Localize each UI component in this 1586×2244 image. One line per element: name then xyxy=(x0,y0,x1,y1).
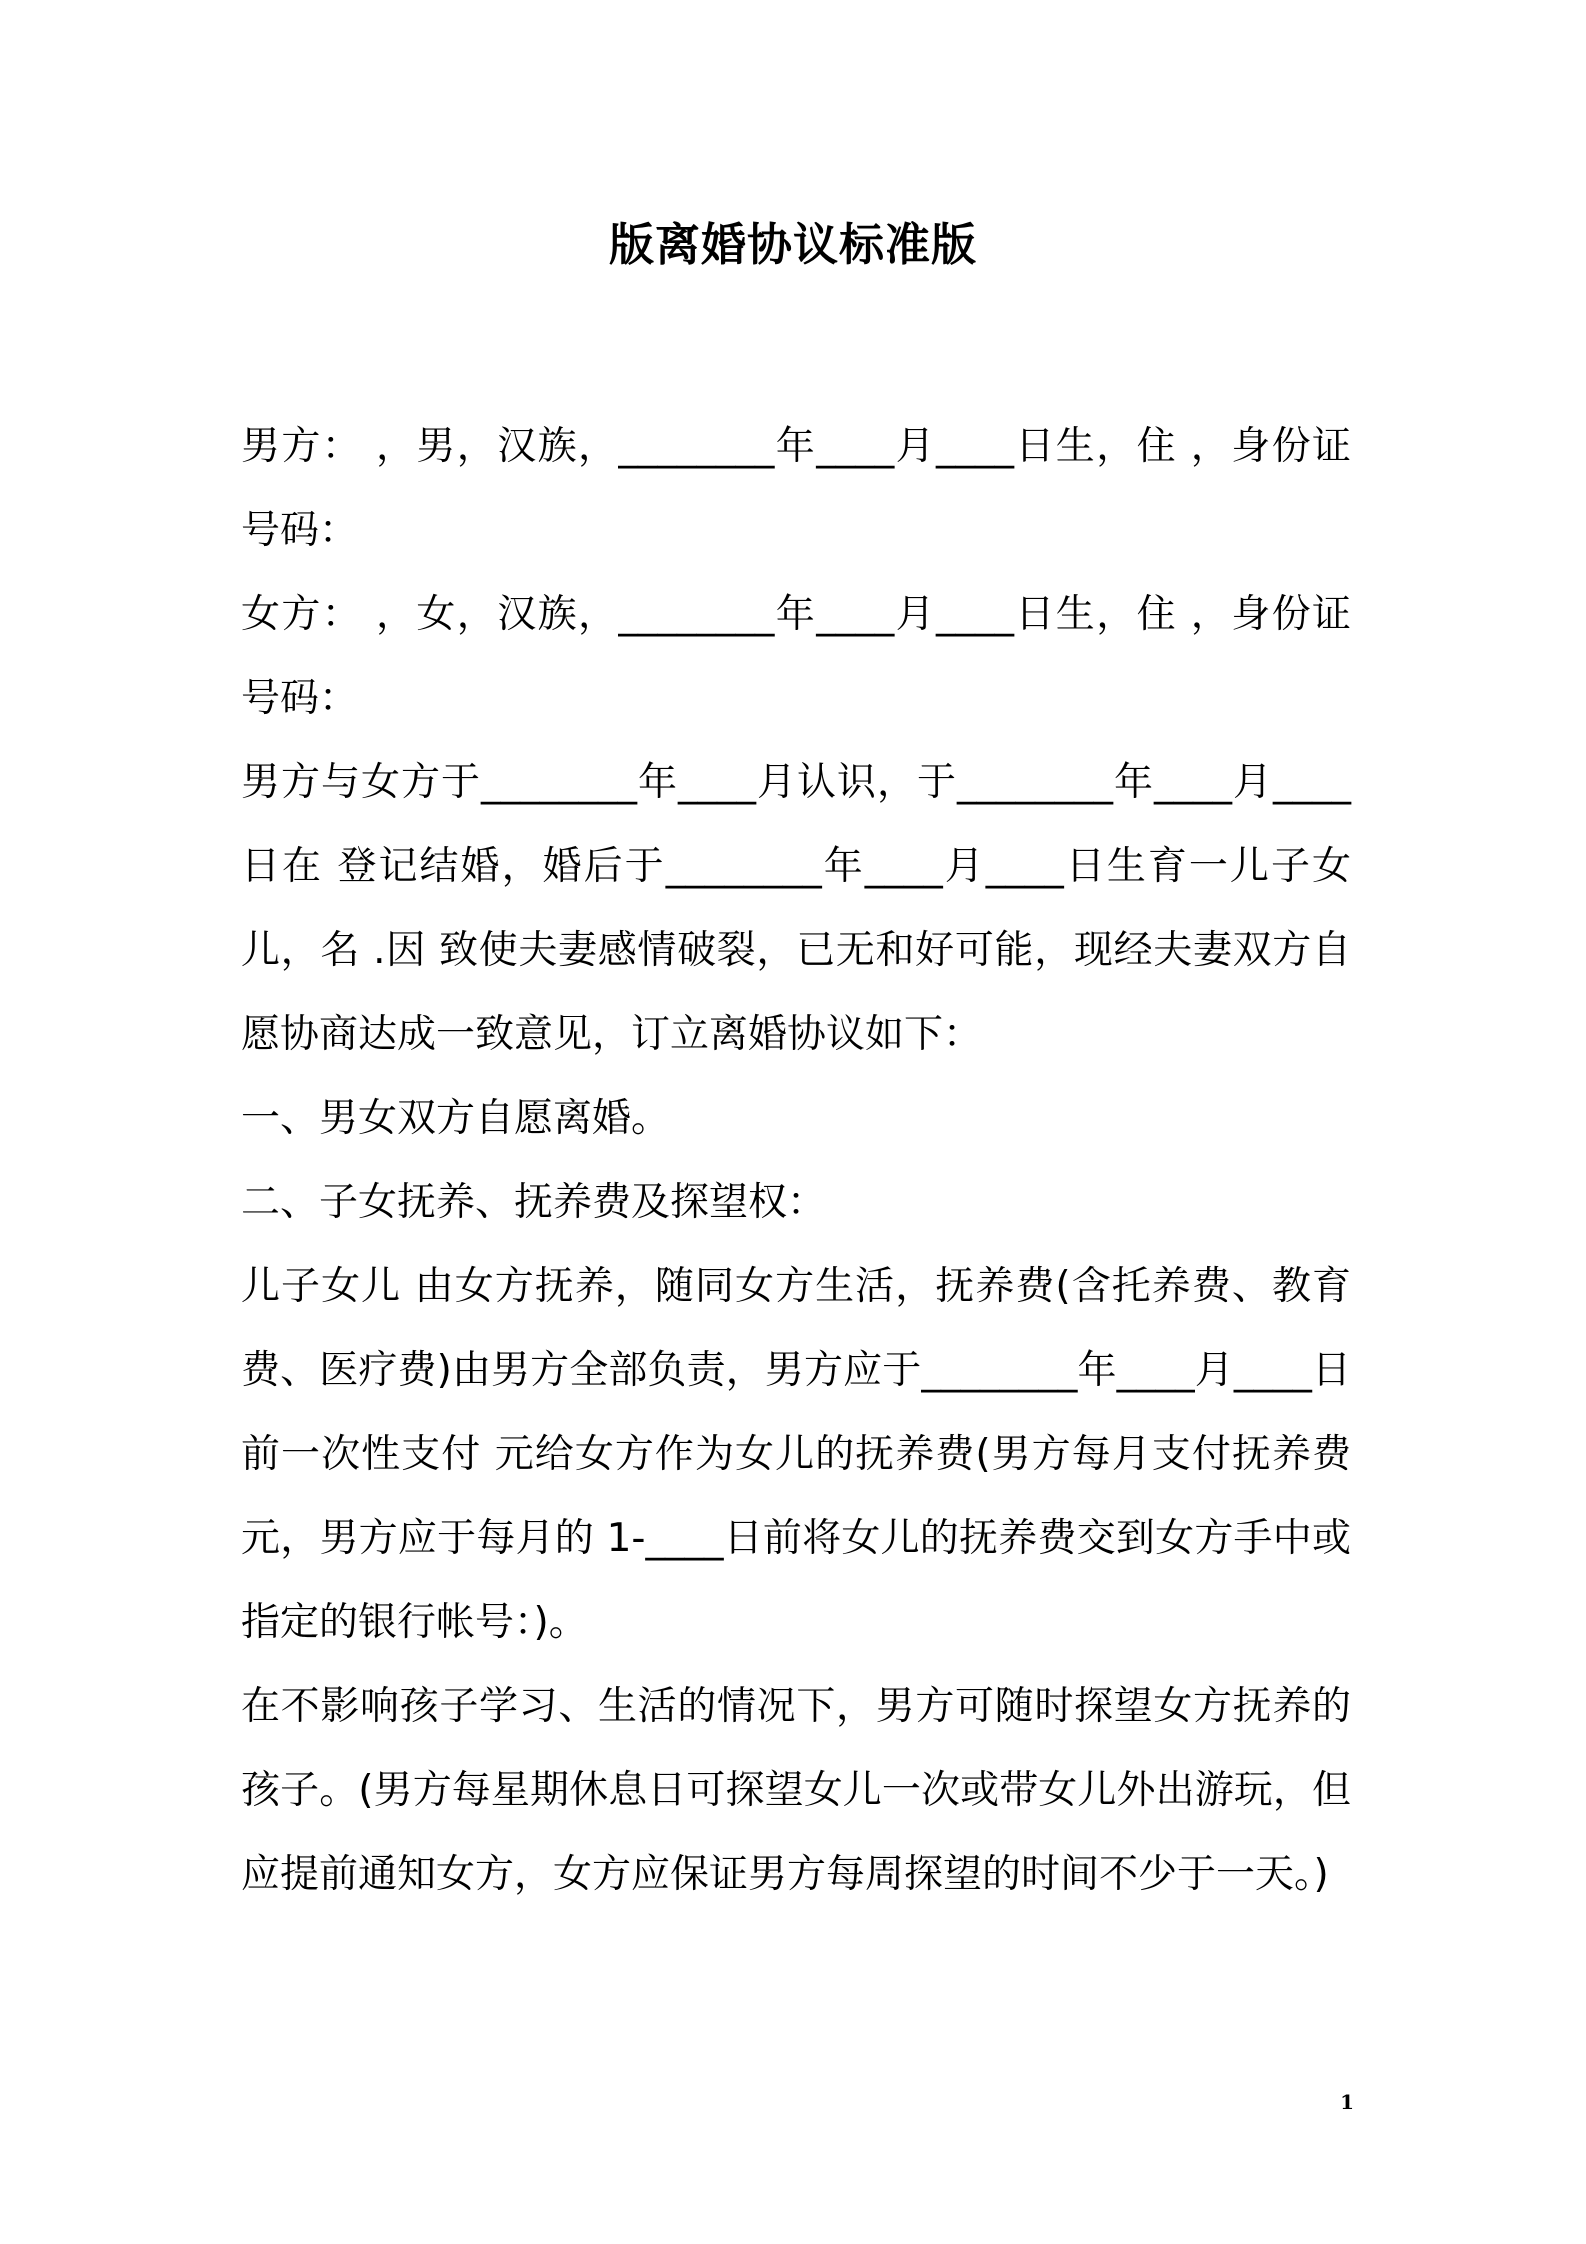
clause-1-divorce: 一、男女双方自愿离婚。 xyxy=(241,1096,671,1141)
paragraph-female-party: 女方： ，女，汉族，________年____月____日生，住 ，身份证号码： xyxy=(241,592,1351,721)
paragraph-marriage-history: 男方与女方于________年____月认识，于________年____月____日在 登记结婚，婚后于________年____月____日生育一儿子女儿，名 .因 致使夫妻感情破裂，已无和好可能，现经夫妻双方自愿协商达成一致意见，订立离婚协议如下： xyxy=(241,760,1351,1057)
document-body xyxy=(241,405,1351,1917)
clause-2-heading: 二、子女抚养、抚养费及探望权： xyxy=(241,1180,827,1225)
document-title: 版离婚协议标准版 xyxy=(608,218,977,271)
paragraph-visitation: 在不影响孩子学习、生活的情况下，男方可随时探望女方抚养的孩子。(男方每星期休息日可探望女儿一次或带女儿外出游玩，但应提前通知女方，女方应保证男方每周探望的时间不少于一天。) xyxy=(241,1684,1351,1897)
paragraph-child-support: 儿子女儿 由女方抚养，随同女方生活，抚养费(含托养费、教育费、医疗费)由男方全部负责，男方应于________年____月____日前一次性支付 元给女方作为女儿的抚养费(男方每月支付抚养费 元，男方应于每月的 1-____日前将女儿的抚养费交到女方手中或指定的银行帐号：)。 xyxy=(241,1264,1351,1645)
paragraph-male-party: 男方： ，男，汉族，________年____月____日生，住 ，身份证号码： xyxy=(241,424,1351,553)
page-number: 1 xyxy=(1340,2090,1354,2114)
